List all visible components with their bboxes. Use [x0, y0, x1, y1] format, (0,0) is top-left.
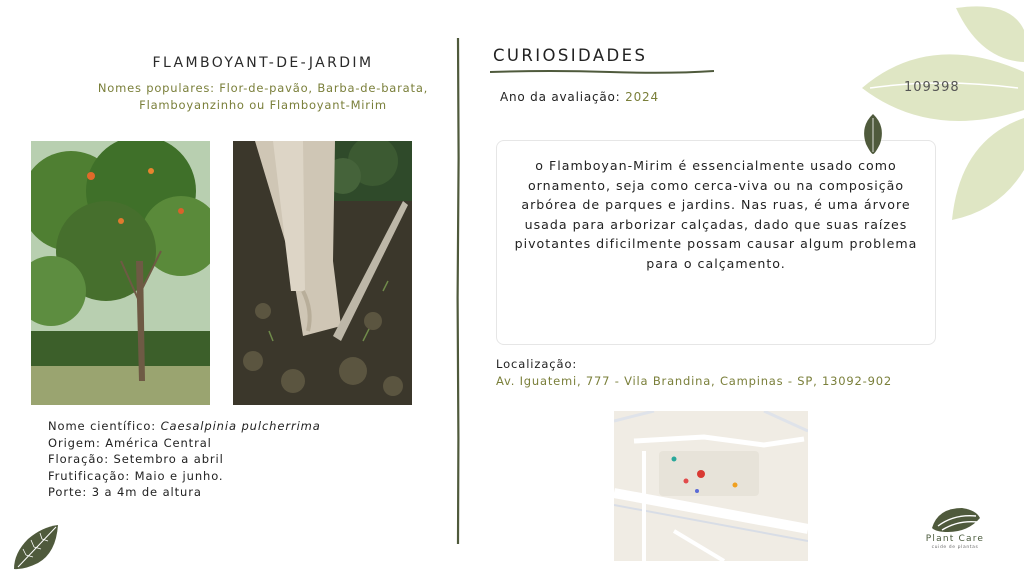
curiosities-title: CURIOSIDADES	[493, 46, 648, 65]
location-label: Localização:	[496, 357, 578, 371]
fruiting: Frutificação: Maio e junho.	[48, 468, 224, 483]
trunk-photo	[233, 141, 412, 405]
decorative-leaves	[860, 0, 1024, 225]
popular-names-line-1: Nomes populares: Flor-de-pavão, Barba-de-barata,	[97, 81, 429, 95]
evaluation-year	[500, 90, 659, 104]
title-underline	[490, 68, 714, 76]
scientific-name-label: Nome científico:	[48, 419, 161, 433]
tree-code: 109398	[904, 80, 960, 95]
tree-photo	[31, 141, 210, 405]
origin: Origem: América Central	[48, 435, 212, 450]
curiosity-text: o Flamboyan-Mirim é essencialmente usado como ornamento, seja como cerca-viva ou na composição arbórea de parques e jardins. Nas ruas, é uma árvore usada para arborizar calçadas, dado que suas raízes pivotantes dificilmente possam causar algum problema para o calçamento.	[514, 158, 918, 271]
leaf-icon	[862, 114, 884, 154]
species-facts	[48, 418, 321, 501]
size: Porte: 3 a 4m de altura	[48, 485, 202, 499]
popular-names-line-2: Flamboyanzinho ou Flamboyant-Mirim	[139, 98, 387, 112]
brand-name: Plant Care	[925, 534, 985, 544]
scientific-name-value: Caesalpinia pulcherrima	[160, 419, 321, 433]
evaluation-year-label: Ano da avaliação:	[500, 90, 626, 104]
popular-names	[40, 80, 486, 114]
leaf-icon-bottom	[12, 523, 60, 571]
brand-tagline: cuide de plantas	[931, 545, 979, 550]
evaluation-year-value: 2024	[625, 90, 659, 104]
location-address: Av. Iguatemi, 777 - Vila Brandina, Campinas - SP, 13092-902	[496, 374, 892, 388]
flowering: Floração: Setembro a abril	[48, 452, 224, 466]
species-title: FLAMBOYANT-DE-JARDIM	[152, 55, 374, 71]
column-divider	[456, 38, 460, 544]
location-map[interactable]	[614, 411, 808, 561]
scientific-name	[48, 418, 321, 435]
